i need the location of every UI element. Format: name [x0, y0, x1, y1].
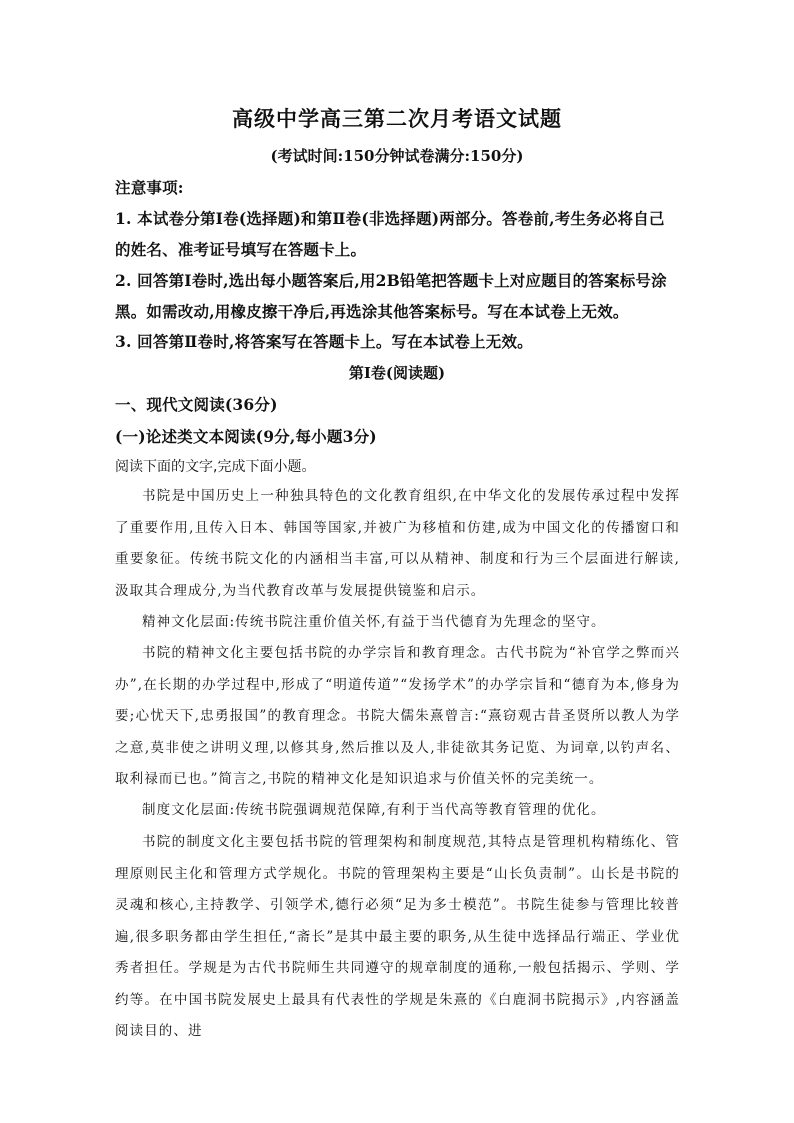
notes-line: 的姓名、准考证号填写在答题卡上。: [115, 240, 367, 259]
notes-line: 黑。如需改动,用橡皮擦干净后,再选涂其他答案标号。写在本试卷上无效。: [115, 302, 629, 321]
notes-line: 1. 本试卷分第Ⅰ卷(选择题)和第Ⅱ卷(非选择题)两部分。答卷前,考生务必将自己: [115, 209, 665, 228]
section-subheading: (一)论述类文本阅读(9分,每小题3分): [115, 427, 377, 446]
section-instruction: 阅读下面的文字,完成下面小题。: [115, 459, 316, 475]
passage-paragraph: 制度文化层面:传统书院强调规范保障,有利于当代高等教育管理的优化。: [142, 802, 606, 818]
passage-paragraph: 精神文化层面:传统书院注重价值关怀,有益于当代德育为先理念的坚守。: [142, 614, 606, 630]
notes-line: 3. 回答第Ⅱ卷时,将答案写在答题卡上。写在本试卷上无效。: [115, 332, 533, 351]
volume-title: 第Ⅰ卷(阅读题): [348, 364, 446, 382]
exam-subtitle: (考试时间:150分钟试卷满分:150分): [270, 147, 524, 165]
passage-paragraph: 书院的制度文化主要包括书院的管理架构和制度规范,其特点是管理机构精练化、管理原则民主化和管理方式学规化。书院的管理架构主要是“山长负责制”。山长是书院的灵魂和核心,主持教学、引领学术,德行必须“足为多士模范”。书院生徒参与管理比较普遍,很多职务都由学生担任,“斋长”是其中最主要的职务,从生徒中选择品行端正、学业优秀者担任。学规是为古代书院师生共同遵守的规章制度的通称,一般包括揭示、学则、学约等。在中国书院发展史上最具有代表性的学规是朱熹的《白鹿洞书院揭示》,内容涵盖阅读目的、进: [115, 834, 680, 1039]
notes-line: 2. 回答第Ⅰ卷时,选出每小题答案后,用2B铅笔把答题卡上对应题目的答案标号涂: [115, 271, 667, 290]
passage-paragraph: 书院是中国历史上一种独具特色的文化教育组织,在中华文化的发展传承过程中发挥了重要作用,且传入日本、韩国等国家,并被广为移植和仿建,成为中国文化的传播窗口和重要象征。传统书院文化的内涵相当丰富,可以从精神、制度和行为三个层面进行解读,汲取其合理成分,为当代教育改革与发展提供镜鉴和启示。: [115, 488, 680, 599]
section-heading: 一、现代文阅读(36分): [115, 395, 278, 414]
passage-paragraph: 书院的精神文化主要包括书院的办学宗旨和教育理念。古代书院为“补官学之弊而兴办”,在长期的办学过程中,形成了“明道传道”“发扬学术”的办学宗旨和“德育为本,修身为要;心忧天下,忠勇报国”的教育理念。书院大儒朱熹曾言:“熹窃观古昔圣贤所以教人为学之意,莫非使之讲明义理,以修其身,然后推以及人,非徒欲其务记览、为词章,以钓声名、取利禄而已也。”简言之,书院的精神文化是知识追求与价值关怀的完美统一。: [115, 645, 680, 787]
notes-heading: 注意事项:: [115, 178, 184, 197]
exam-title: 高级中学高三第二次月考语文试题: [232, 106, 562, 131]
